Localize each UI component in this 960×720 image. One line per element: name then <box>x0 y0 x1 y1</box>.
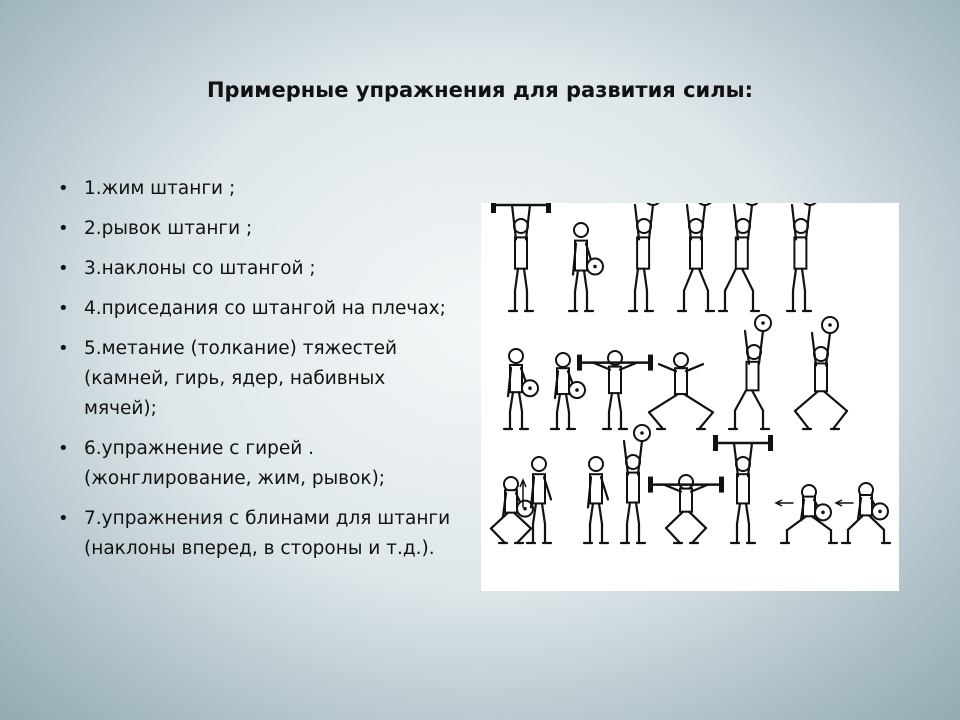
exercise-figure <box>795 317 847 429</box>
exercise-figure <box>781 485 837 543</box>
bullet-icon: • <box>58 438 69 459</box>
exercise-figure <box>719 203 760 311</box>
bullet-icon: • <box>58 178 69 199</box>
exercise-figure <box>648 475 724 543</box>
exercise-figure <box>577 351 653 429</box>
list-item <box>58 174 458 204</box>
arrow-left-icon <box>836 500 853 506</box>
exercise-figure <box>504 349 538 429</box>
exercise-figure <box>842 483 890 543</box>
bullet-icon: • <box>58 218 69 239</box>
exercise-figure <box>649 353 713 429</box>
list-item <box>58 294 458 324</box>
exercise-figures-illustration <box>481 203 899 591</box>
exercise-figure <box>621 425 650 543</box>
exercise-list <box>58 174 458 574</box>
list-item-text: 3.наклоны со штангой ; <box>84 258 316 279</box>
slide-title: Примерные упражнения для развития силы: <box>206 78 754 102</box>
list-item <box>58 504 458 564</box>
list-item-text: 2.рывок штанги ; <box>84 218 253 239</box>
bullet-icon: • <box>58 338 69 359</box>
exercise-figure <box>584 457 608 543</box>
bullet-icon: • <box>58 508 69 529</box>
list-item <box>58 334 458 424</box>
exercise-figure <box>629 203 661 311</box>
list-item-text: 1.жим штанги ; <box>84 178 236 199</box>
exercise-figures-icon <box>481 203 899 591</box>
arrow-left-icon <box>776 500 793 506</box>
list-item-text: 6.упражнение с гирей . (жонглирование, жим, рывок); <box>84 438 386 489</box>
exercise-figure <box>729 315 771 429</box>
list-item <box>58 214 458 244</box>
list-item-text: 7.упражнения с блинами для штанги (наклоны вперед, в стороны и т.д.). <box>84 508 451 559</box>
exercise-figure <box>569 223 603 311</box>
list-item-text: 5.метание (толкание) тяжестей (камней, гирь, ядер, набивных мячей); <box>84 338 398 419</box>
list-item-text: 4.приседания со штангой на плечах; <box>84 298 446 319</box>
exercise-figure <box>491 477 533 543</box>
exercise-figure <box>491 203 551 311</box>
exercise-figure <box>678 203 714 311</box>
list-item <box>58 434 458 494</box>
bullet-icon: • <box>58 258 69 279</box>
exercise-figure <box>787 203 818 311</box>
bullet-icon: • <box>58 298 69 319</box>
list-item <box>58 254 458 284</box>
